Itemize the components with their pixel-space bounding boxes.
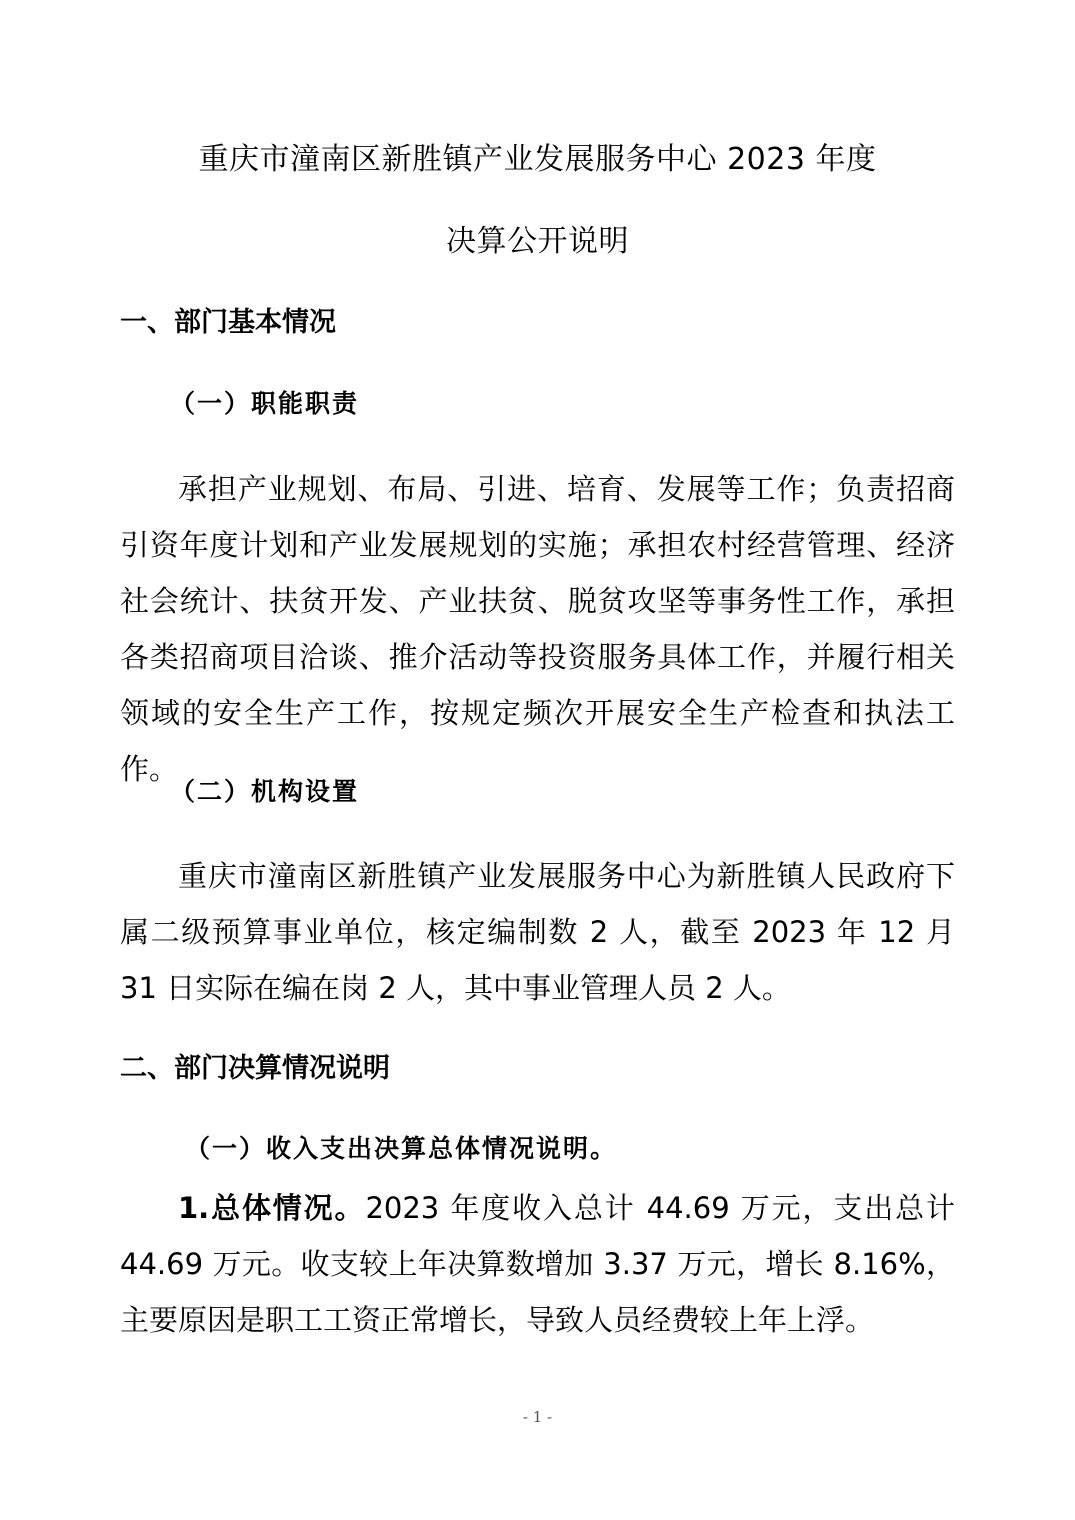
subsection-heading-duties: （一）职能职责 [170,389,360,418]
subsection-heading-income-expense: （一）收入支出决算总体情况说明。 [185,1134,618,1163]
overall-situation-text: 2023 年度收入总计 44.69 万元，支出总计 44.69 万元。收支较上年决算数增加 3.37 万元，增长 8.16%，主要原因是职工工资正常增长，导致人员经费较上年上浮。 [120,1191,955,1337]
subsection-heading-organization: （二）机构设置 [170,777,360,806]
paragraph-organization: 重庆市潼南区新胜镇产业发展服务中心为新胜镇人民政府下属二级预算事业单位，核定编制数 2 人，截至 2023 年 12 月 31 日实际在编在岗 2 人，其中事业管理人员 2 人。 [120,859,955,1005]
paragraph-duties: 承担产业规划、布局、引进、培育、发展等工作；负责招商引资年度计划和产业发展规划的实施；承担农村经营管理、经济社会统计、扶贫开发、产业扶贫、脱贫攻坚等事务性工作，承担各类招商项目洽谈、推介活动等投资服务具体工作，并履行相关领域的安全生产工作，按规定频次开展安全生产检查和执法工作。 [120,472,955,786]
document-title-line2: 决算公开说明 [446,224,629,259]
page-number: - 1 - [522,1408,553,1426]
document-title-line1: 重庆市潼南区新胜镇产业发展服务中心 2023 年度 [198,142,877,177]
section-heading-basic-info: 一、部门基本情况 [120,307,336,338]
overall-situation-lead: 1.总体情况。 [178,1191,366,1225]
section-heading-final-accounts: 二、部门决算情况说明 [120,1053,390,1084]
paragraph-overall-situation [120,1180,955,1348]
